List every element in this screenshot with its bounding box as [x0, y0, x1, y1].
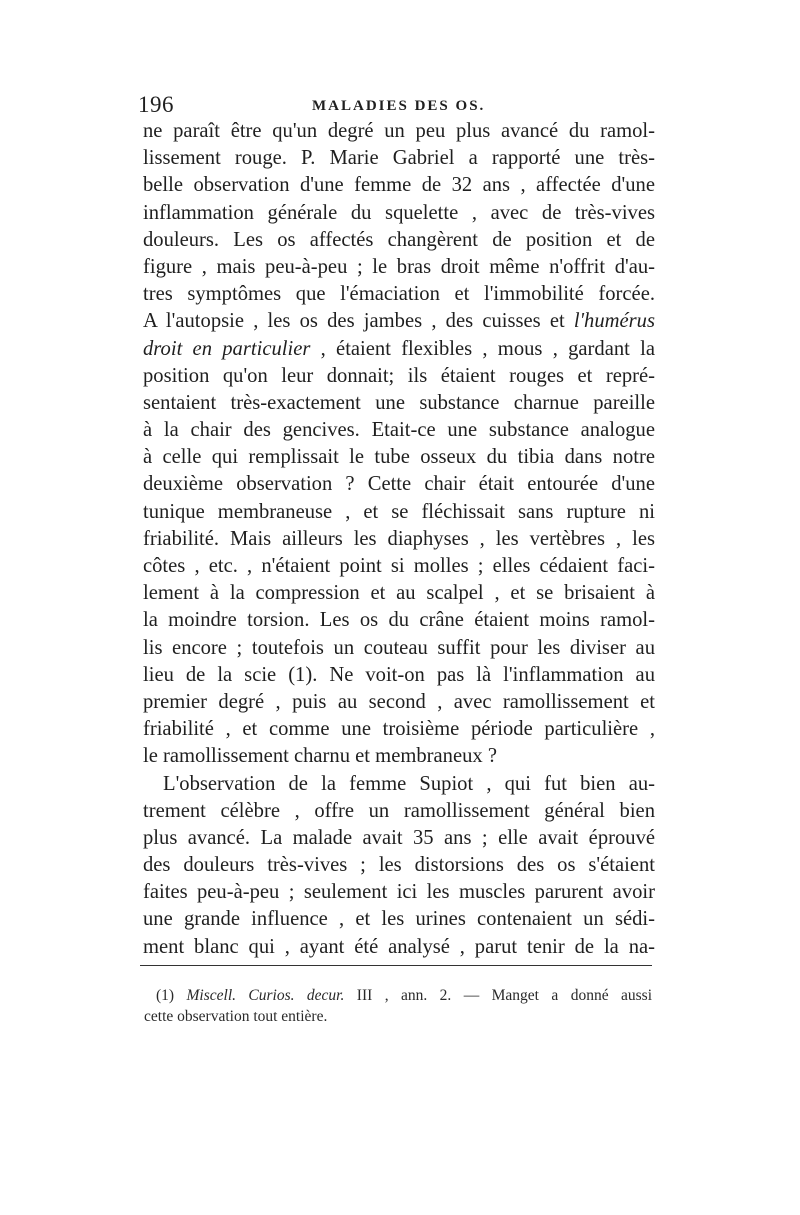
text-line: lis encore ; toutefois un couteau suffit pour les diviser au [143, 636, 655, 659]
text-line: le ramollissement charnu et membraneux ? [143, 745, 497, 768]
footnote [144, 985, 652, 1027]
text-line-with-italic [143, 336, 655, 363]
page-number: 196 [138, 92, 174, 117]
footnote-line: cette observation tout entière. [144, 1008, 328, 1025]
footnote-text: III , ann. 2. — Manget a donné aussi [344, 987, 652, 1004]
page-header [138, 92, 658, 120]
text-line: inflammation générale du squelette , avec de très-vives [143, 201, 655, 224]
text-line: lement à la compression et au scalpel , et se brisaient à [143, 582, 655, 605]
footnote-marker: (1) [156, 987, 175, 1004]
text-line: friabilité , et comme une troisième période particulière , [143, 718, 655, 741]
text-segment: , étaient flexibles , mous , gardant la [310, 337, 656, 360]
text-line: premier degré , puis au second , avec ramollissement et [143, 690, 655, 713]
text-line: des douleurs très-vives ; les distorsions des os s'étaient [143, 854, 655, 877]
text-line: sentaient très-exactement une substance charnue pareille [143, 391, 655, 414]
italic-phrase: l'humérus [573, 310, 655, 333]
text-line: à celle qui remplissait le tube osseux du tibia dans notre [143, 446, 655, 469]
text-line: position qu'on leur donnait; ils étaient rouges et repré- [143, 364, 655, 387]
running-title: MALADIES DES OS. [312, 98, 486, 114]
text-line: douleurs. Les os affectés changèrent de position et de [143, 228, 655, 251]
body-text [143, 118, 655, 961]
text-line: une grande influence , et les urines contenaient un sédi- [143, 908, 655, 931]
text-line: la moindre torsion. Les os du crâne étaient moins ramol- [143, 609, 655, 632]
text-line: côtes , etc. , n'étaient point si molles ; elles cédaient faci- [143, 555, 655, 577]
text-line-with-italic [143, 308, 655, 335]
text-segment: A l'autopsie , les os des jambes , des cuisses et [143, 310, 565, 333]
footnote-line [144, 985, 652, 1006]
text-line: belle observation d'une femme de 32 ans , affectée d'une [143, 174, 655, 197]
text-line: tres symptômes que l'émaciation et l'immobilité forcée. [143, 283, 655, 306]
text-line: faites peu-à-peu ; seulement ici les muscles parurent avoir [143, 881, 655, 904]
text-line: plus avancé. La malade avait 35 ans ; elle avait éprouvé [143, 826, 655, 849]
text-line: friabilité. Mais ailleurs les diaphyses , les vertèbres , les [143, 527, 655, 550]
footnote-source: Miscell. Curios. decur. [186, 987, 345, 1004]
text-line: deuxième observation ? Cette chair était entourée d'une [143, 473, 655, 496]
text-line: figure , mais peu-à-peu ; le bras droit même n'offrit d'au- [143, 255, 655, 278]
text-line: ment blanc qui , ayant été analysé , parut tenir de la na- [143, 935, 655, 958]
text-line: lissement rouge. P. Marie Gabriel a rapporté une très- [143, 147, 655, 170]
italic-phrase: droit en particulier [143, 337, 311, 360]
text-line: à la chair des gencives. Etait-ce une substance analogue [143, 419, 655, 442]
text-line: trement célèbre , offre un ramollissement général bien [143, 799, 655, 822]
text-line: ne paraît être qu'un degré un peu plus avancé du ramol- [143, 120, 655, 142]
text-line: lieu de la scie (1). Ne voit-on pas là l'inflammation au [143, 663, 655, 686]
text-line: L'observation de la femme Supiot , qui fut bien au- [163, 772, 655, 795]
footnote-rule [140, 965, 652, 966]
text-line: tunique membraneuse , et se fléchissait sans rupture ni [143, 500, 655, 523]
